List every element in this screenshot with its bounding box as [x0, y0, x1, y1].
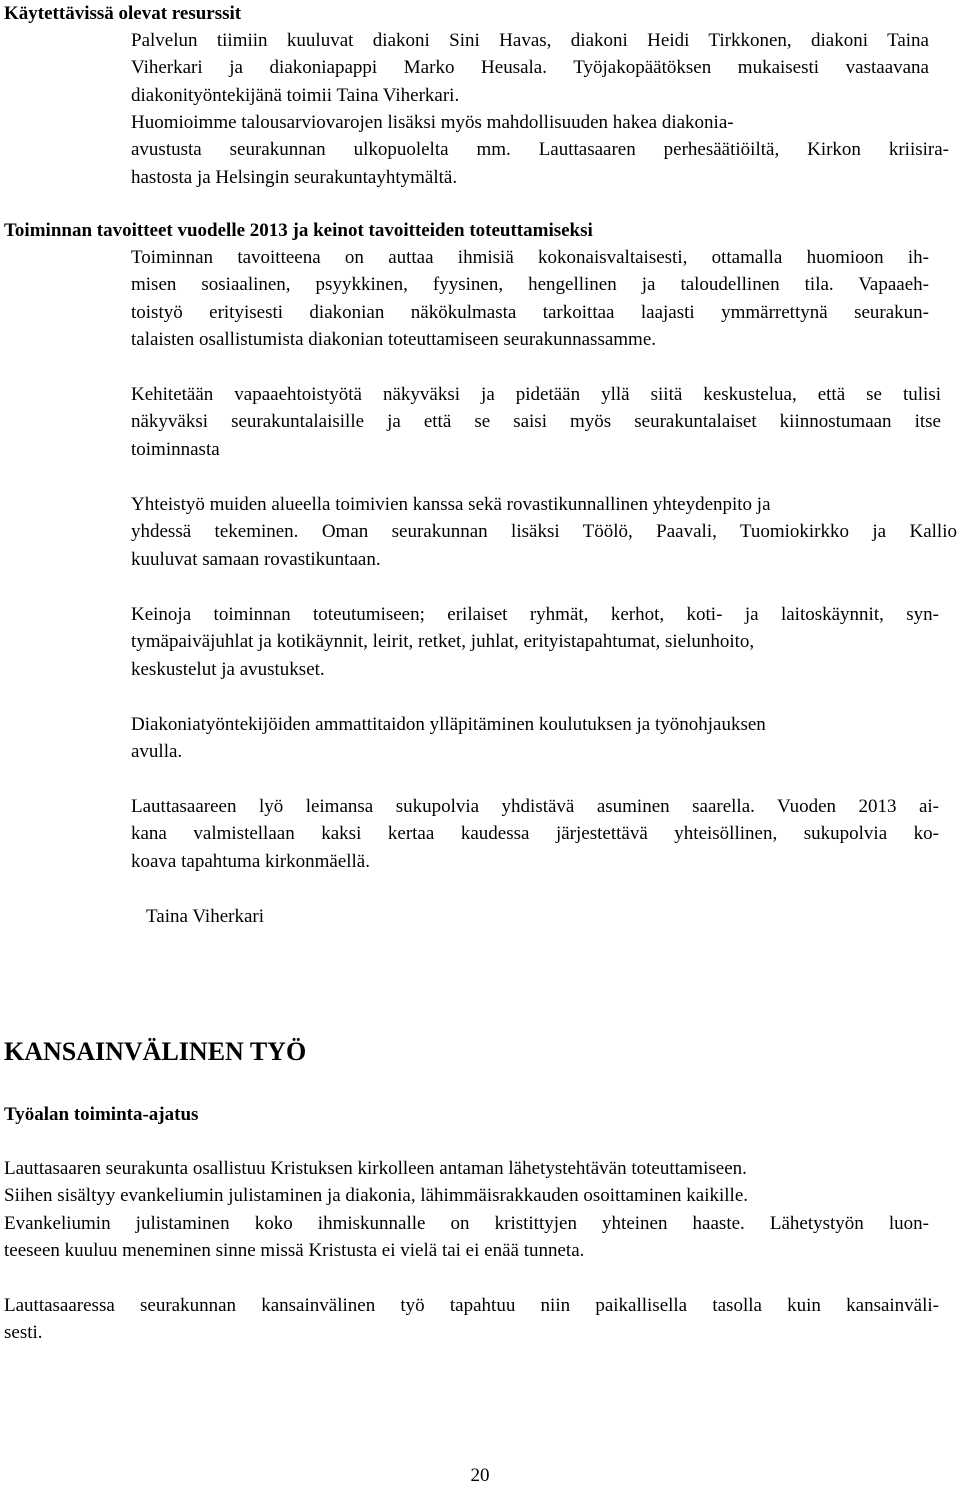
- paragraph-cooperation: [131, 491, 957, 573]
- text-line: toistyö erityisesti diakonian näkökulmasta tarkoittaa laajasti ymmärrettynä seurakun-: [131, 301, 929, 323]
- signature: Taina Viherkari: [146, 906, 264, 927]
- text-line: avustusta seurakunnan ulkopuolelta mm. Lauttasaaren perhesäätiöiltä, Kirkon kriisira-: [131, 139, 949, 161]
- text-line: teeseen kuuluu meneminen sinne missä Kristusta ei vielä tai ei enää tunneta.: [4, 1239, 585, 1261]
- paragraph-local-international: [4, 1292, 939, 1347]
- text-line: Palvelun tiimiin kuuluvat diakoni Sini Havas, diakoni Heidi Tirkkonen, diakoni Taina: [131, 30, 929, 51]
- text-line: hastosta ja Helsingin seurakuntayhtymältä.: [131, 166, 458, 188]
- text-line: diakonityöntekijänä toimii Taina Viherkari.: [131, 84, 460, 106]
- paragraph-training: [131, 711, 929, 766]
- paragraph-methods: [131, 601, 939, 683]
- text-line: avulla.: [131, 741, 183, 763]
- text-line: Keinoja toiminnan toteutumiseen; erilaiset ryhmät, kerhot, koti- ja laitoskäynnit, syn-: [131, 604, 939, 625]
- text-line: Toiminnan tavoitteena on auttaa ihmisiä kokonaisvaltaisesti, ottamalla huomioon ih-: [131, 247, 929, 268]
- text-line: Lauttasaaren seurakunta osallistuu Kristuksen kirkolleen antaman lähetystehtävän toteuttamiseen.: [4, 1158, 747, 1179]
- text-line: Lauttasaaressa seurakunnan kansainvälinen työ tapahtuu niin paikallisella tasolla kuin kansainväli-: [4, 1295, 939, 1316]
- text-line: koava tapahtuma kirkonmäellä.: [131, 850, 370, 872]
- text-line: Kehitetään vapaaehtoistyötä näkyväksi ja pidetään yllä siitä keskustelua, että se tulisi: [131, 384, 941, 405]
- paragraph-mission: [4, 1155, 929, 1264]
- text-line: kuuluvat samaan rovastikuntaan.: [131, 548, 381, 570]
- text-line: Evankeliumin julistaminen koko ihmiskunnalle on kristittyjen yhteinen haaste. Lähetystyön luon-: [4, 1212, 929, 1234]
- text-line: keskustelut ja avustukset.: [131, 658, 325, 680]
- section-heading-goals: Toiminnan tavoitteet vuodelle 2013 ja keinot tavoitteiden toteuttamiseksi: [4, 220, 593, 241]
- subheading-mission: Työalan toiminta-ajatus: [4, 1104, 199, 1125]
- section-heading-resources: Käytettävissä olevat resurssit: [4, 3, 242, 24]
- text-line: Siihen sisältyy evankeliumin julistaminen ja diakonia, lähimmäisrakkauden osoittaminen kaikille.: [4, 1185, 749, 1207]
- page-title-international: KANSAINVÄLINEN TYÖ: [4, 1037, 307, 1066]
- text-line: misen sosiaalinen, psyykkinen, fyysinen, hengellinen ja taloudellinen tila. Vapaaeh-: [131, 274, 929, 296]
- text-line: kana valmistellaan kaksi kertaa kaudessa järjestettävä yhteisöllinen, sukupolvia ko-: [131, 823, 939, 845]
- text-line: Huomioimme talousarviovarojen lisäksi myös mahdollisuuden hakea diakonia-: [131, 112, 734, 133]
- page-number: 20: [470, 1465, 490, 1486]
- text-line: Yhteistyö muiden alueella toimivien kanssa sekä rovastikunnallinen yhteydenpito ja: [131, 494, 771, 515]
- paragraph-team: [131, 27, 929, 109]
- text-line: sesti.: [4, 1322, 43, 1344]
- text-line: Diakoniatyöntekijöiden ammattitaidon ylläpitäminen koulutuksen ja työnohjauksen: [131, 714, 766, 735]
- text-line: talaisten osallistumista diakonian toteuttamiseen seurakunnassamme.: [131, 328, 657, 350]
- text-line: toiminnasta: [131, 438, 220, 460]
- paragraph-goals: [131, 244, 929, 353]
- paragraph-funding: [131, 109, 949, 191]
- text-line: tymäpaiväjuhlat ja kotikäynnit, leirit, retket, juhlat, erityistapahtumat, sielunhoito,: [131, 631, 755, 653]
- text-line: näkyväksi seurakuntalaisille ja että se saisi myös seurakuntalaiset kiinnostumaan itse: [131, 411, 941, 433]
- text-line: Lauttasaareen lyö leimansa sukupolvia yhdistävä asuminen saarella. Vuoden 2013 ai-: [131, 796, 939, 817]
- paragraph-generations: [131, 793, 939, 875]
- paragraph-volunteer: [131, 381, 941, 463]
- text-line: Viherkari ja diakoniapappi Marko Heusala. Työjakopäätöksen mukaisesti vastaavana: [131, 57, 929, 79]
- text-line: yhdessä tekeminen. Oman seurakunnan lisäksi Töölö, Paavali, Tuomiokirkko ja Kallio: [131, 521, 957, 543]
